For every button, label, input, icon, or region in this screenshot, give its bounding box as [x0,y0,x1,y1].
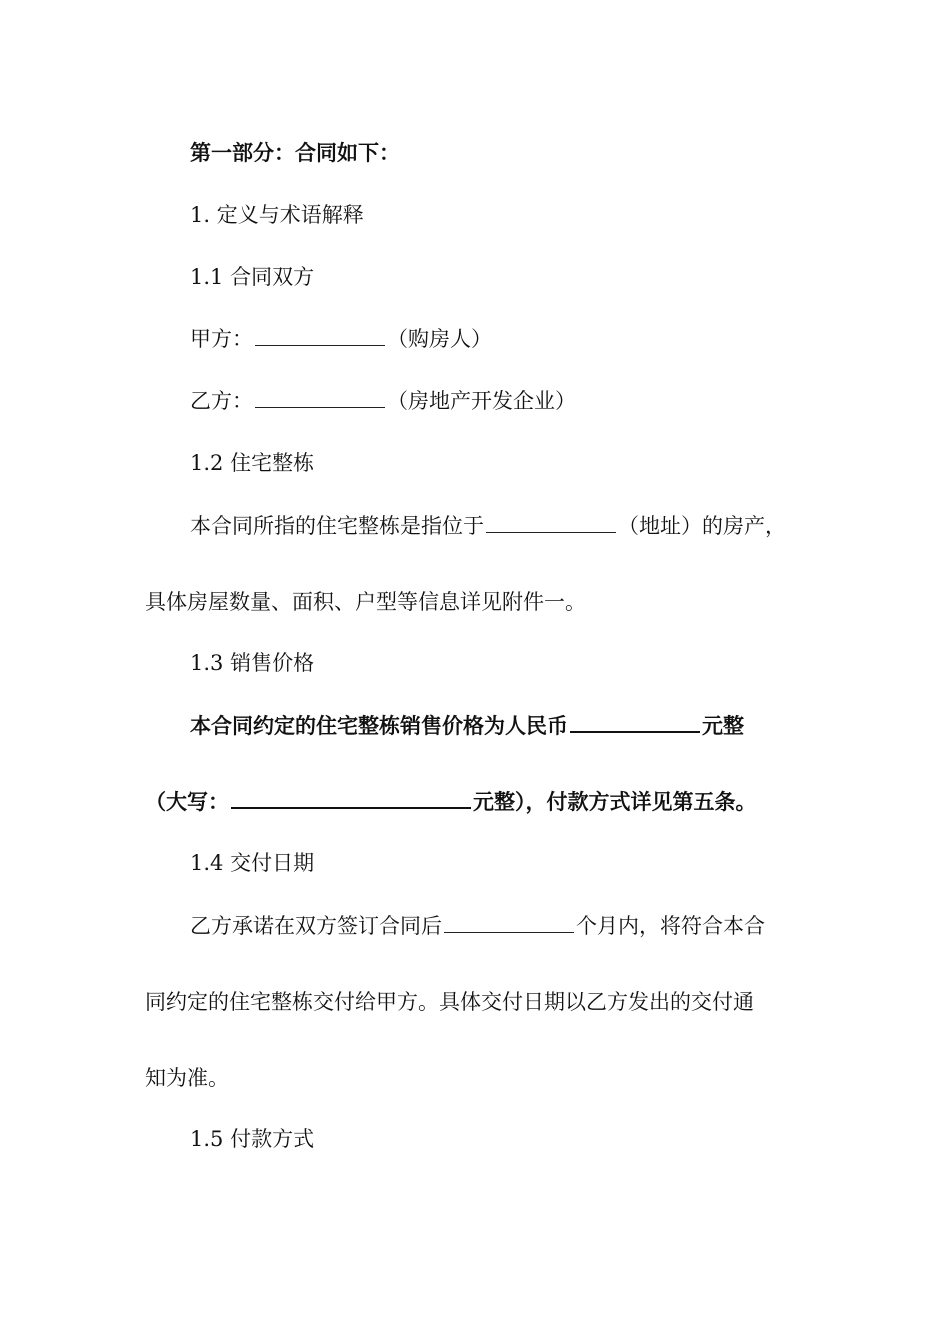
price-uppercase-label: （大写： [145,789,229,814]
price-line [190,711,870,741]
party-b-line [190,386,870,416]
address-line [190,511,870,541]
price-text-b: 元整 [702,713,744,738]
section-heading: 第一部分：合同如下： [190,140,400,165]
delivery-text-a: 乙方承诺在双方签订合同后 [190,914,442,938]
party-a-role: （购房人） [387,327,492,351]
party-a-blank[interactable] [255,327,385,346]
price-uppercase-tail: 元整），付款方式详见第五条。 [473,789,757,814]
clause-1-title: 1. 定义与术语解释 [190,203,364,227]
clause-1-3-title: 1.3 销售价格 [190,651,315,675]
party-a-line [190,324,870,354]
price-amount-blank[interactable] [570,713,700,733]
address-text-b: （地址）的房产， [618,514,786,538]
address-blank[interactable] [486,514,616,533]
party-b-blank[interactable] [255,389,385,408]
price-uppercase-blank[interactable] [231,789,471,809]
address-text-a: 本合同所指的住宅整栋是指位于 [190,514,484,538]
party-b-role: （房地产开发企业） [387,389,576,413]
delivery-end: 知为准。 [145,1066,229,1090]
delivery-line [190,911,870,941]
party-b-label: 乙方： [190,389,253,413]
delivery-text-b: 个月内，将符合本合 [576,914,765,938]
price-uppercase-line [145,787,825,817]
clause-1-5-title: 1.5 付款方式 [190,1127,315,1151]
party-a-label: 甲方： [190,327,253,351]
price-text-a: 本合同约定的住宅整栋销售价格为人民币 [190,713,568,738]
delivery-continuation: 同约定的住宅整栋交付给甲方。具体交付日期以乙方发出的交付通 [145,990,754,1014]
clause-1-1-title: 1.1 合同双方 [190,265,315,289]
clause-1-4-title: 1.4 交付日期 [190,851,315,875]
delivery-months-blank[interactable] [444,914,574,933]
address-continuation: 具体房屋数量、面积、户型等信息详见附件一。 [145,590,586,614]
clause-1-2-title: 1.2 住宅整栋 [190,451,315,475]
